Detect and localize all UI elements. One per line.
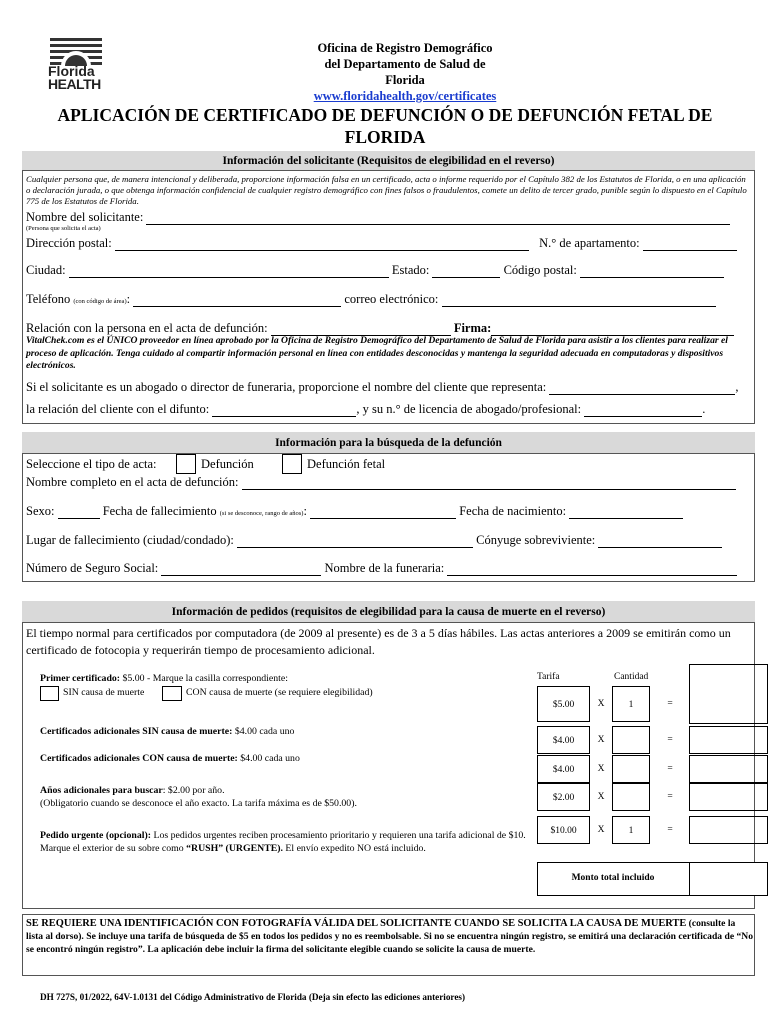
amount-input[interactable]	[689, 726, 768, 754]
add-without-bold: Certificados adicionales SIN causa de muerte:	[40, 726, 233, 737]
fee-cell: $2.00	[537, 783, 590, 811]
spouse-input[interactable]	[598, 535, 722, 548]
title-line1: APLICACIÓN DE CERTIFICADO DE DEFUNCIÓN O DE DEFUNCIÓN FETAL DE	[57, 105, 713, 125]
qty-input[interactable]	[612, 755, 650, 783]
attorney-client-input[interactable]	[549, 382, 735, 395]
years-bold: Años adicionales para buscar	[40, 785, 163, 796]
fraud-warning: Cualquier persona que, de manera intencional y deliberada, proporcione información falsa en un certificado, acta o informe requerido por el Capítulo 382 de los Estatutos de Florida, o en una aplicación o declaración jurada, o que obtenga información confidencial de cualquier registro demográfico con fines falsos o fraudulentos, comete un delito de tercer grado, punible según lo dispuesto en el Capítulo 775 de los Estatutos de Florida.	[26, 174, 747, 206]
apt-input[interactable]	[643, 238, 737, 251]
eq-cell: =	[667, 792, 673, 802]
with-cause-label: CON causa de muerte (se requiere elegibilidad)	[186, 687, 373, 698]
amount-input[interactable]	[689, 755, 768, 783]
search-heading: Información para la búsqueda de la defunción	[22, 432, 755, 454]
death-date-label: Fecha de fallecimiento	[102, 504, 217, 518]
orders-heading: Información de pedidos (requisitos de elegibilidad para la causa de muerte en el reverso)	[22, 601, 755, 623]
place-label: Lugar de fallecimiento (ciudad/condado):	[26, 533, 234, 547]
eq-cell: =	[667, 735, 673, 745]
license-label: , y su n.° de licencia de abogado/profesional:	[356, 402, 582, 416]
total-input[interactable]	[690, 863, 767, 895]
office-line2: del Departamento de Salud de	[324, 57, 486, 71]
x-cell: X	[597, 699, 605, 709]
relation-row	[26, 321, 734, 336]
spouse-label: Cónyuge sobreviviente:	[476, 533, 596, 547]
birth-date-input[interactable]	[569, 506, 683, 519]
death-date-sub: (si se desconoce, rango de años)	[219, 510, 304, 517]
license-input[interactable]	[584, 404, 702, 417]
city-input[interactable]	[69, 265, 389, 278]
first-cert-text	[40, 673, 288, 684]
phone-row: Teléfono (con código de área): correo electrónico:	[26, 292, 716, 307]
website-link[interactable]: www.floridahealth.gov/certificates	[313, 89, 497, 103]
applicant-name-input[interactable]	[146, 212, 730, 225]
logo-line2: HEALTH	[48, 76, 101, 92]
rush-bold: Pedido urgente (opcional):	[40, 830, 152, 841]
first-cert-rest: $5.00 - Marque la casilla correspondiente:	[120, 673, 288, 684]
x-cell: X	[597, 792, 605, 802]
zip-label: Código postal:	[503, 263, 577, 277]
id-notice-rest: (consulte la lista al dorso). Se incluye una tarifa de búsqueda de $5 en todos los pedidos y no es reembolsable. Si no se encuentra ningún registro, se emitirá una declaración certificada de “No se encontró ningún registro”. La aplicación debe incluir la firma del solicitante elegible cuando se solicite la causa de muerte.	[26, 918, 754, 955]
state-label: Estado:	[391, 263, 430, 277]
fee-cell: $4.00	[537, 726, 590, 754]
zip-input[interactable]	[580, 265, 724, 278]
x-cell: X	[597, 825, 605, 835]
x-cell: X	[597, 764, 605, 774]
qty-input[interactable]	[612, 726, 650, 754]
ssn-input[interactable]	[161, 563, 321, 576]
fee-cell: $10.00	[537, 816, 590, 844]
address-row	[26, 236, 737, 251]
id-notice-text	[26, 917, 754, 956]
logo-line1: Florida	[48, 63, 95, 79]
ssn-label: Número de Seguro Social:	[26, 561, 159, 575]
sex-label: Sexo:	[26, 504, 55, 518]
birth-date-label: Fecha de nacimiento:	[459, 504, 567, 518]
first-cert-bold: Primer certificado:	[40, 673, 121, 684]
fullname-label: Nombre completo en el acta de defunción:	[26, 475, 239, 489]
phone-input[interactable]	[133, 294, 341, 307]
eq-cell: =	[667, 699, 673, 709]
place-row	[26, 533, 722, 548]
fee-column-header: Tarifa	[537, 672, 560, 682]
add-with-text	[40, 753, 300, 764]
years-rest: : $2.00 por año.	[162, 785, 225, 796]
form-title	[0, 104, 770, 148]
eq-cell: =	[667, 825, 673, 835]
apt-label: N.° de apartamento:	[539, 236, 640, 250]
fee-cell: $4.00	[537, 755, 590, 783]
qty-column-header: Cantidad	[614, 672, 649, 682]
fetal-option-label: Defunción fetal	[307, 457, 386, 471]
signature-label: Firma:	[453, 321, 492, 335]
email-label: correo electrónico:	[344, 292, 439, 306]
qty-input[interactable]: 1	[612, 686, 650, 722]
vitalchek-note: VitalChek.com es el ÚNICO proveedor en línea aprobado por la Oficina de Registro Demográfico del Departamento de Salud de Florida para asistir a los clientes para realizar el proceso de aplicación. Tenga cuidado al compartir información personal en línea con entidades desconocidas y mantenga la seguridad adecuada en computadoras y dispositivos electrónicos.	[26, 335, 728, 371]
client-relation-input[interactable]	[212, 404, 356, 417]
client-relation-label: la relación del cliente con el difunto:	[26, 402, 210, 416]
office-line3: Florida	[385, 73, 425, 87]
email-input[interactable]	[442, 294, 716, 307]
funeral-input[interactable]	[447, 563, 737, 576]
add-without-rest: $4.00 cada uno	[232, 726, 295, 737]
sunburst-icon	[50, 36, 102, 66]
funeral-label: Nombre de la funeraria:	[324, 561, 445, 575]
death-checkbox[interactable]	[176, 454, 196, 474]
attorney-label: Si el solicitante es un abogado o director de funeraria, proporcione el nombre del cliente que representa:	[26, 380, 547, 394]
add-with-bold: Certificados adicionales CON causa de muerte:	[40, 753, 238, 764]
total-label: Monto total incluido	[571, 873, 655, 883]
applicant-name-label: Nombre del solicitante:	[26, 210, 144, 224]
office-line1: Oficina de Registro Demográfico	[317, 41, 493, 55]
applicant-name-row	[26, 210, 730, 225]
relation-label: Relación con la persona en el acta de defunción:	[26, 321, 268, 335]
title-line2: FLORIDA	[344, 127, 426, 147]
office-name	[250, 40, 560, 104]
years-note: (Obligatorio cuando se desconoce el año exacto. La tarifa máxima es de $50.00).	[40, 798, 357, 809]
add-without-text	[40, 726, 294, 737]
city-label: Ciudad:	[26, 263, 66, 277]
add-with-rest: $4.00 cada uno	[237, 753, 300, 764]
without-cause-label: SIN causa de muerte	[63, 687, 145, 698]
sex-input[interactable]	[58, 506, 100, 519]
form-footer: DH 727S, 01/2022, 64V-1.0131 del Código Administrativo de Florida (Deja sin efecto las ediciones anteriores)	[40, 992, 466, 1002]
amount-input[interactable]	[689, 783, 768, 811]
florida-health-logo	[48, 36, 103, 92]
place-input[interactable]	[237, 535, 473, 548]
applicant-name-sub: (Persona que solicita el acta)	[26, 225, 101, 232]
id-notice-line1: SE REQUIERE UNA IDENTIFICACIÓN CON FOTOGRAFÍA VÁLIDA DEL SOLICITANTE CUANDO SE SOLICITA LA CAUSA DE MUERTE	[26, 918, 687, 929]
processing-note: El tiempo normal para certificados por computadora (de 2009 al presente) es de 3 a 5 días hábiles. Las actas anteriores a 2009 se emitirán como un certificado de fotocopia y requerirán tiempo de procesamiento adicional.	[26, 626, 731, 657]
rush-text2: El envío expedito NO está incluido.	[282, 843, 426, 854]
qty-input[interactable]	[612, 783, 650, 811]
phone-sub: (con código de área)	[73, 298, 127, 305]
fee-cell: $5.00	[537, 686, 590, 722]
applicant-heading: Información del solicitante (Requisitos de elegibilidad en el reverso)	[22, 151, 755, 171]
fetal-checkbox[interactable]	[282, 454, 302, 474]
eq-cell: =	[667, 764, 673, 774]
qty-input[interactable]: 1	[612, 816, 650, 844]
fullname-row	[26, 475, 736, 490]
attorney-row: Si el solicitante es un abogado o director de funeraria, proporcione el nombre del cliente que representa: ,	[26, 380, 739, 394]
city-row	[26, 263, 724, 278]
sex-date-row: Sexo: Fecha de fallecimiento (si se desconoce, rango de años): Fecha de nacimiento:	[26, 504, 683, 519]
client-relation-row: la relación del cliente con el difunto: , y su n.° de licencia de abogado/profesional: .	[26, 402, 706, 416]
death-date-input[interactable]	[310, 506, 456, 519]
death-option-label: Defunción	[201, 457, 254, 471]
type-label: Seleccione el tipo de acta:	[26, 457, 157, 471]
x-cell: X	[597, 735, 605, 745]
address-input[interactable]	[115, 238, 529, 251]
years-text	[40, 784, 357, 810]
phone-label: Teléfono	[26, 292, 71, 306]
rush-text	[40, 829, 526, 855]
fullname-input[interactable]	[242, 477, 736, 490]
ssn-row	[26, 561, 737, 576]
with-cause-checkbox[interactable]	[162, 686, 182, 701]
rush-text1: Los pedidos urgentes reciben procesamiento prioritario y requieren una tarifa adicional de $10. Marque el exterior de su sobre como	[40, 830, 526, 854]
without-cause-checkbox[interactable]	[40, 686, 59, 701]
amount-input[interactable]	[689, 664, 768, 724]
rush-bold2: “RUSH” (URGENTE).	[186, 843, 283, 854]
state-input[interactable]	[432, 265, 500, 278]
address-label: Dirección postal:	[26, 236, 112, 250]
amount-input[interactable]	[689, 816, 768, 844]
